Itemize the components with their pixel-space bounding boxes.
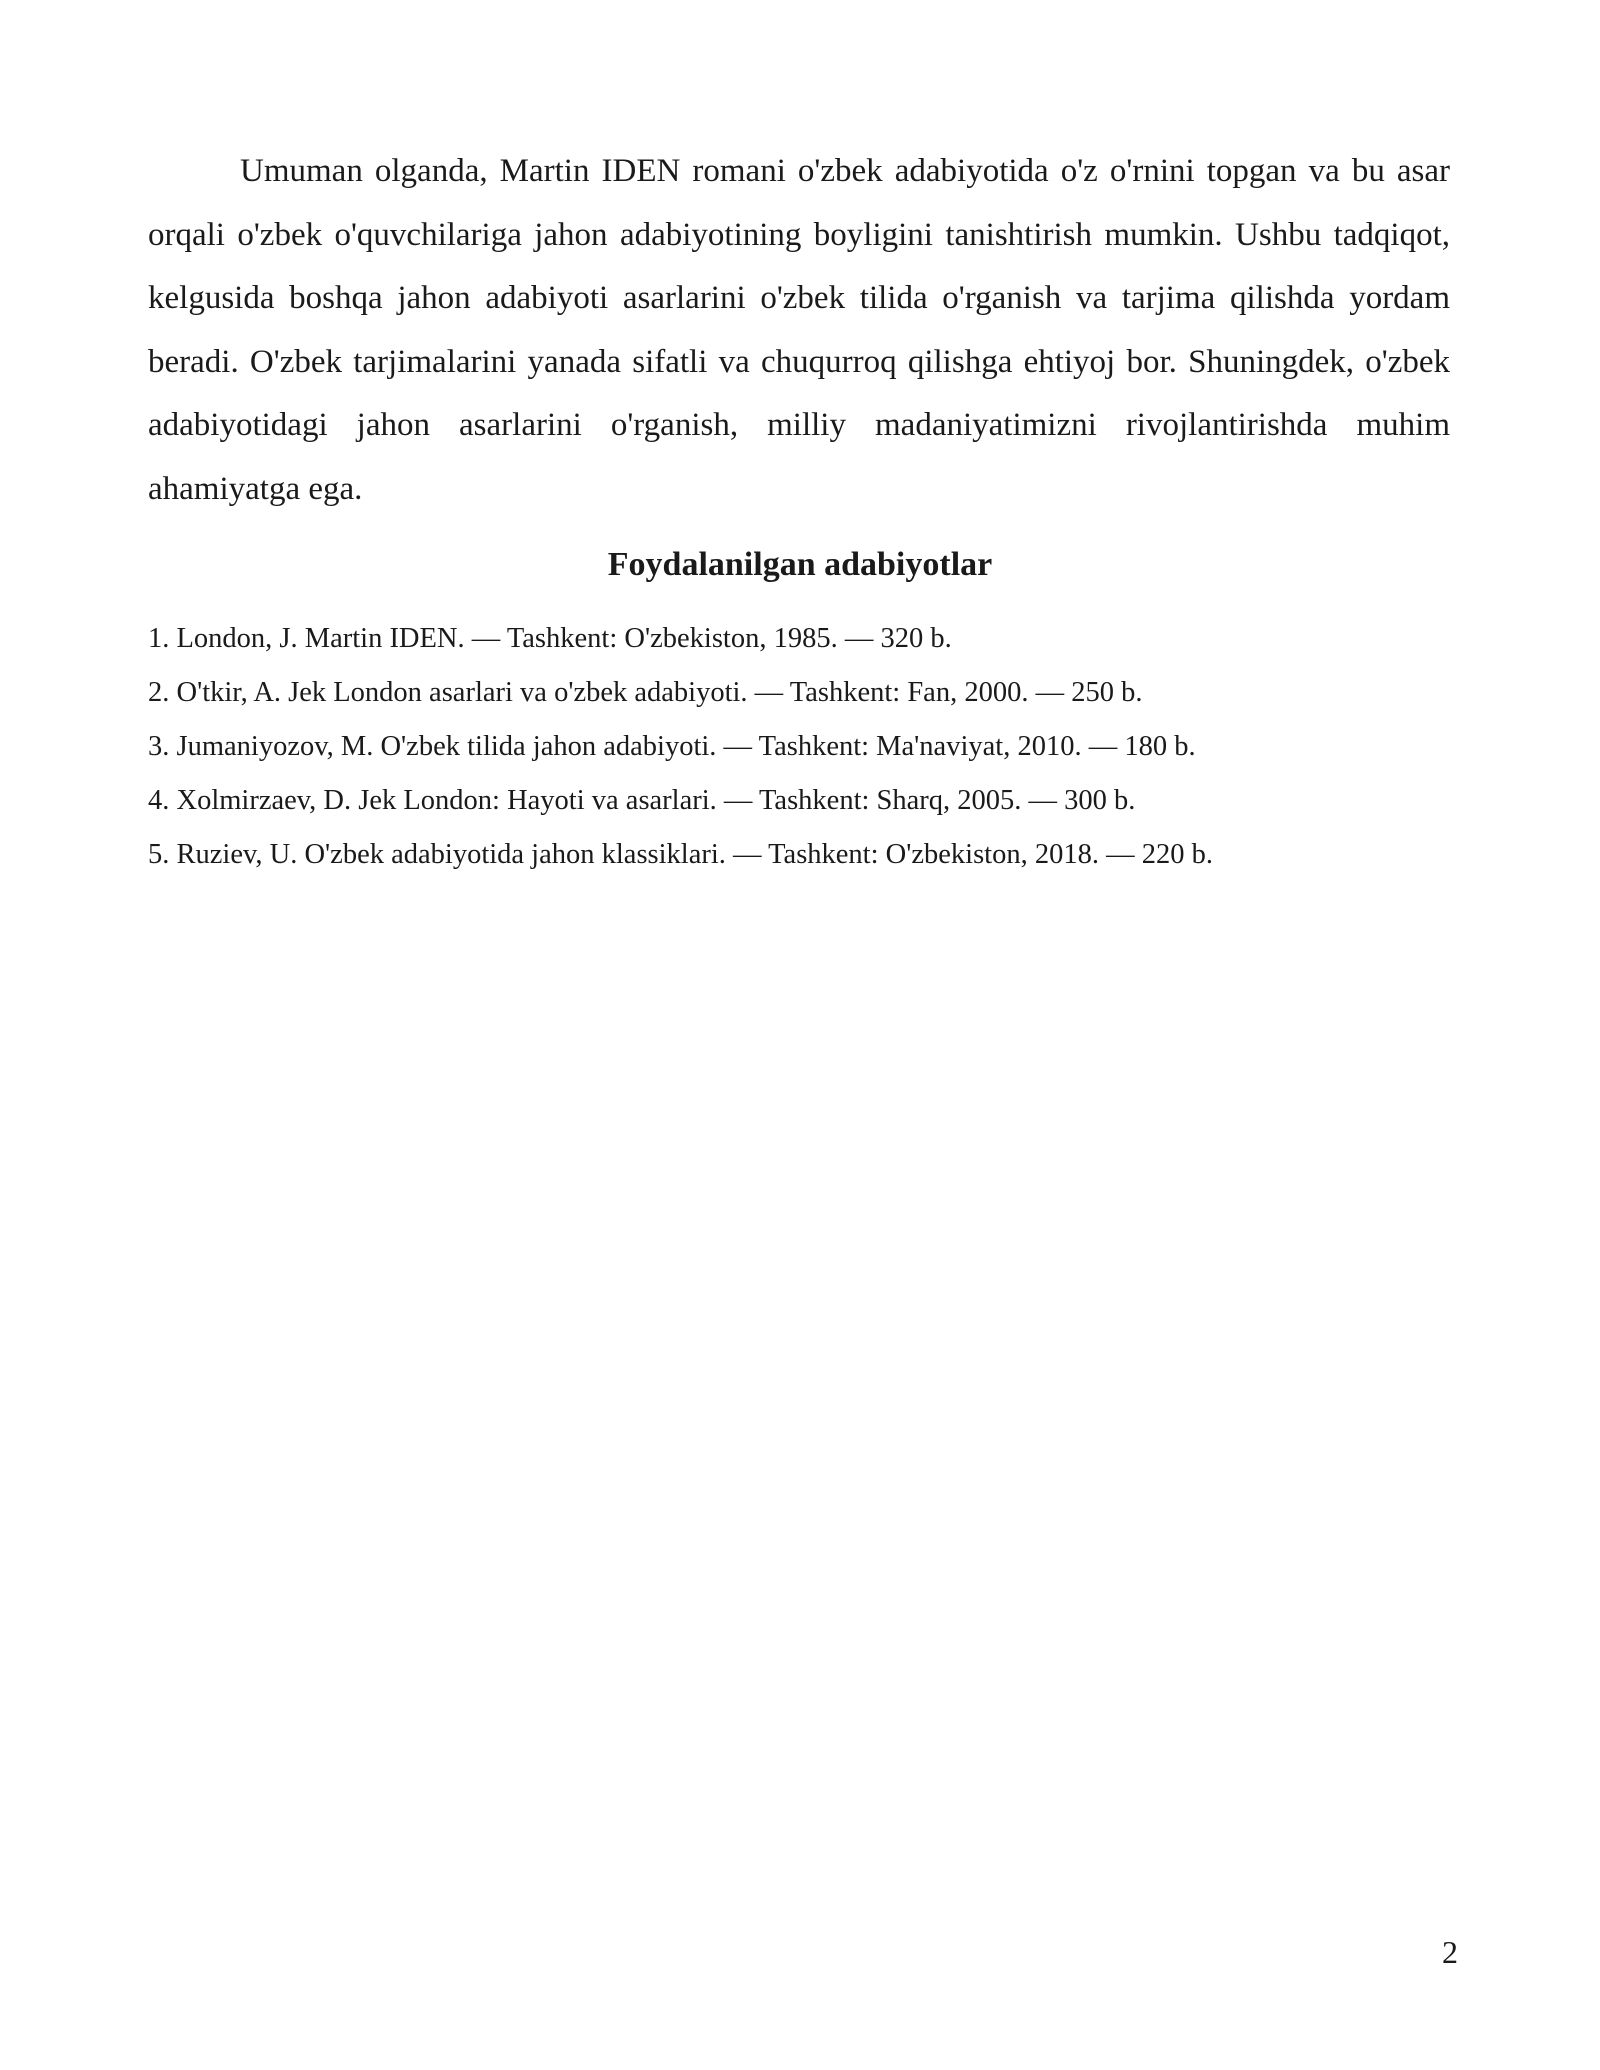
page-number: 2 — [1442, 1934, 1458, 1970]
body-paragraph: Umuman olganda, Martin IDEN romani o'zbek adabiyotida o'z o'rnini topgan va bu asar orqali o'zbek o'quvchilariga jahon adabiyotining boyligini tanishtirish mumkin. Ushbu tadqiqot, kelgusida boshqa jahon adabiyoti asarlarini o'zbek tilida o'rganish va tarjima qilishda yordam beradi. O'zbek tarjimalarini yanada sifatli va chuqurroq qilishga ehtiyoj bor. Shuningdek, o'zbek adabiyotidagi jahon asarlarini o'rganish, milliy madaniyatimizni rivojlantirishda muhim ahamiyatga ega. — [148, 153, 1450, 507]
reference-item: 2. O'tkir, A. Jek London asarlari va o'zbek adabiyoti. — Tashkent: Fan, 2000. — 250 b. — [148, 677, 1143, 708]
reference-item: 4. Xolmirzaev, D. Jek London: Hayoti va asarlari. — Tashkent: Sharq, 2005. — 300 b. — [148, 785, 1136, 816]
reference-item: 1. London, J. Martin IDEN. — Tashkent: O'zbekiston, 1985. — 320 b. — [148, 623, 952, 654]
references-heading: Foydalanilgan adabiyotlar — [607, 546, 993, 583]
reference-item: 5. Ruziev, U. O'zbek adabiyotida jahon klassiklari. — Tashkent: O'zbekiston, 2018. — 220 b. — [148, 839, 1213, 870]
reference-item: 3. Jumaniyozov, M. O'zbek tilida jahon adabiyoti. — Tashkent: Ma'naviyat, 2010. — 180 b. — [148, 731, 1196, 762]
references-list — [148, 612, 1450, 882]
